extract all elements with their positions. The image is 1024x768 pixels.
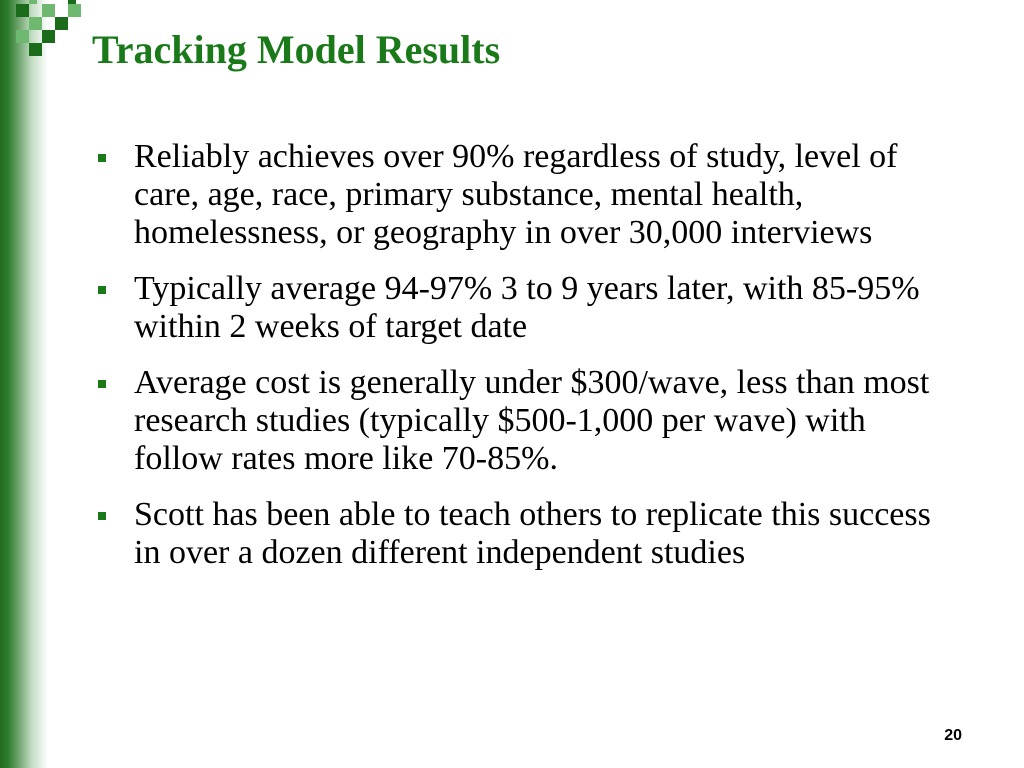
square-bullet-icon	[98, 154, 106, 162]
bullet-item	[98, 496, 958, 572]
page-number: 20	[944, 727, 962, 744]
bullet-item	[98, 138, 958, 252]
bullet-text: Reliably achieves over 90% regardless of study, level of care, age, race, primary substance, mental health, homelessness, or geography in over 30,000 interviews	[134, 138, 898, 251]
bullet-list	[98, 138, 958, 590]
slide-title: Tracking Model Results	[92, 27, 501, 72]
square-bullet-icon	[98, 512, 106, 520]
bullet-text: Typically average 94-97% 3 to 9 years later, with 85-95% within 2 weeks of target date	[134, 270, 920, 345]
square-bullet-icon	[98, 380, 106, 388]
bullet-text: Scott has been able to teach others to replicate this success in over a dozen different independent studies	[134, 496, 931, 571]
bullet-item	[98, 270, 958, 346]
bullet-text: Average cost is generally under $300/wave, less than most research studies (typically $500-1,000 per wave) with follow rates more like 70-85%.	[134, 364, 930, 477]
left-gradient-band	[0, 0, 48, 768]
square-bullet-icon	[98, 286, 106, 294]
bullet-item	[98, 364, 958, 478]
green-checker-logo-icon	[16, 0, 80, 64]
